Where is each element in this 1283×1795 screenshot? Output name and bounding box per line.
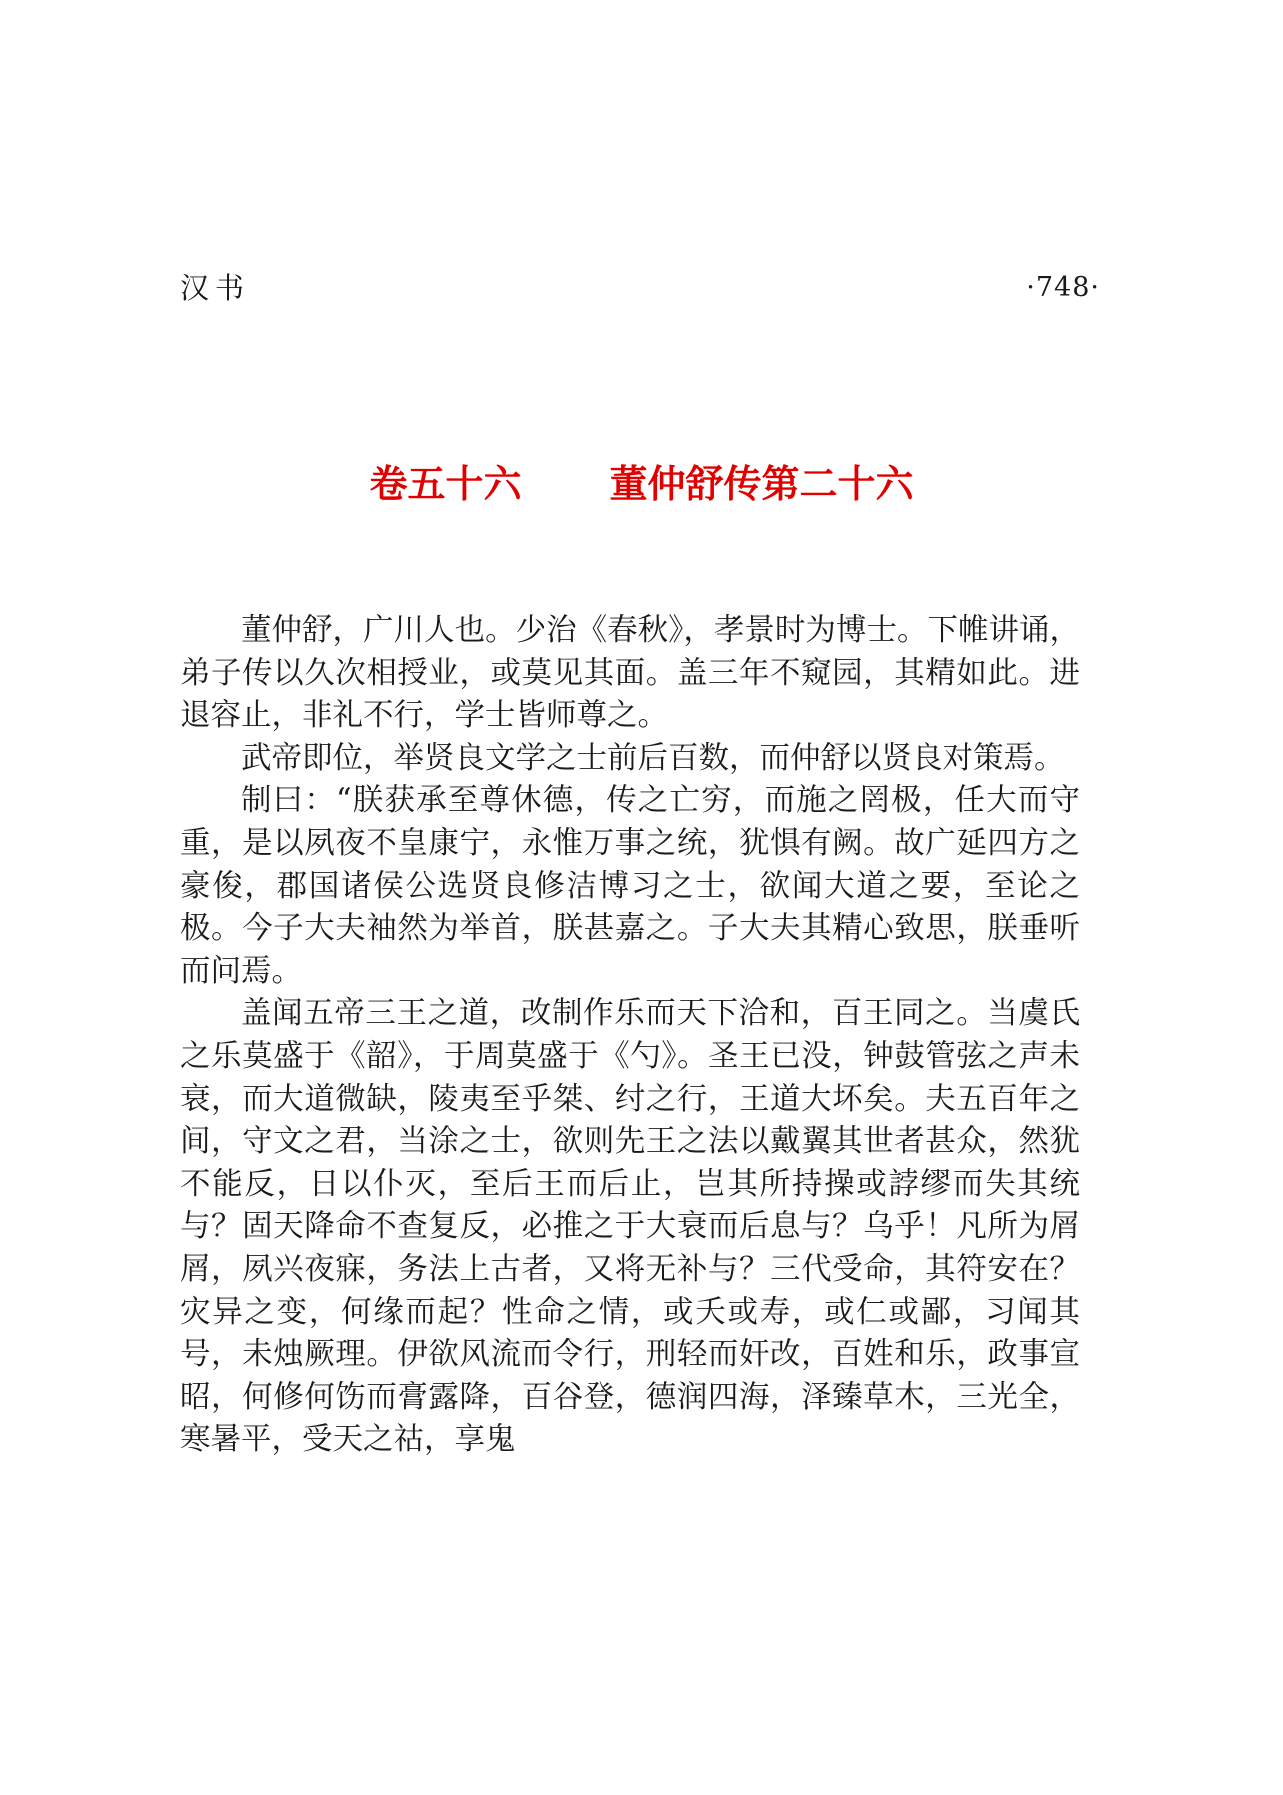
paragraph-4: 盖闻五帝三王之道，改制作乐而天下洽和，百王同之。当虞氏之乐莫盛于《韶》，于周莫盛于《勺》。圣王已没，钟鼓管弦之声未衰，而大道微缺，陵夷至乎桀、纣之行，王道大坏矣。夫五百年之间，守文之君，当涂之士，欲则先王之法以戴翼其世者甚众，然犹不能反，日以仆灭，至后王而后止，岂其所持操或誖缪而失其统与？固天降命不查复反，必推之于大衰而后息与？乌乎！凡所为屑屑，夙兴夜寐，务法上古者，又将无补与？三代受命，其符安在？灾异之变，何缘而起？性命之情，或夭或寿，或仁或鄙，习闻其号，未烛厥理。伊欲风流而令行，刑轻而奸改，百姓和乐，政事宣昭，何修何饬而膏露降，百谷登，德润四海，泽臻草木，三光全，寒暑平，受天之祜，享鬼: [180, 996, 1080, 1458]
chapter-title: 董仲舒传第二十六: [609, 462, 914, 506]
paragraph-3: 制曰：“朕获承至尊休德，传之亡穷，而施之罔极，任大而守重，是以夙夜不皇康宁，永惟万事之统，犹惧有阙。故广延四方之豪俊，郡国诸侯公选贤良修洁博习之士，欲闻大道之要，至论之极。今子大夫袖然为举首，朕甚嘉之。子大夫其精心致思，朕垂听而问焉。: [180, 783, 1080, 989]
body-text: [180, 610, 1080, 1462]
book-title: 汉书: [180, 271, 251, 305]
chapter-heading: [0, 458, 1283, 510]
chapter-volume: 卷五十六: [369, 462, 522, 506]
page-number: ·748·: [1026, 272, 1100, 303]
paragraph-2: 武帝即位，举贤良文学之士前后百数，而仲舒以贤良对策焉。: [241, 740, 1065, 776]
running-header: [180, 268, 1100, 308]
paragraph-1: 董仲舒，广川人也。少治《春秋》，孝景时为博士。下帷讲诵，弟子传以久次相授业，或莫见其面。盖三年不窥园，其精如此。进退容止，非礼不行，学士皆师尊之。: [180, 613, 1080, 734]
